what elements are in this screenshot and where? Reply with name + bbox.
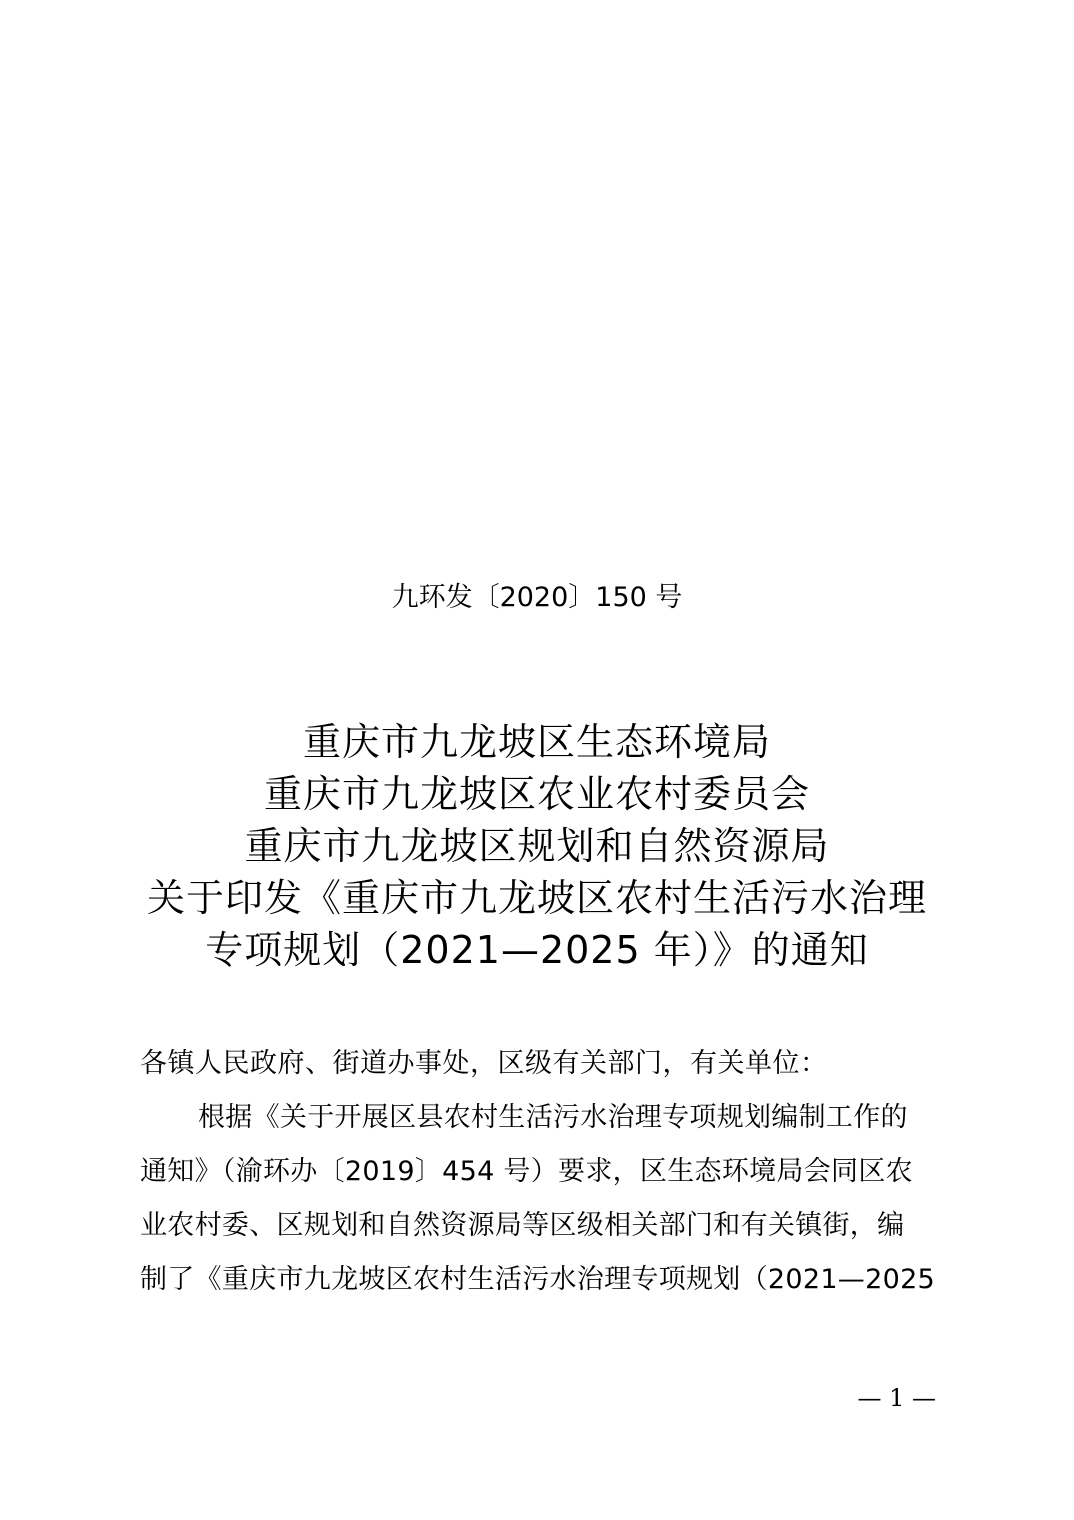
addressee-line: 各镇人民政府、街道办事处，区级有关部门，有关单位： bbox=[140, 1048, 828, 1079]
title-line: 重庆市九龙坡区规划和自然资源局 bbox=[244, 824, 830, 868]
document-title bbox=[100, 716, 974, 976]
title-line: 重庆市九龙坡区生态环境局 bbox=[302, 720, 771, 764]
title-line: 专项规划（2021—2025 年）》的通知 bbox=[205, 928, 869, 972]
body-line: 制了《重庆市九龙坡区农村生活污水治理专项规划（2021—2025 bbox=[140, 1264, 936, 1295]
body-line: 根据《关于开展区县农村生活污水治理专项规划编制工作的 bbox=[198, 1102, 908, 1133]
body-paragraph bbox=[140, 1098, 940, 1314]
title-line: 关于印发《重庆市九龙坡区农村生活污水治理 bbox=[146, 876, 927, 920]
body-line: 业农村委、区规划和自然资源局等区级相关部门和有关镇街，编 bbox=[140, 1210, 905, 1241]
title-line: 重庆市九龙坡区农业农村委员会 bbox=[263, 772, 810, 816]
document-number: 九环发〔2020〕150 号 bbox=[391, 582, 683, 613]
body-line: 通知》（渝环办〔2019〕454 号）要求，区生态环境局会同区农 bbox=[140, 1156, 913, 1187]
page-number: — 1 — bbox=[857, 1384, 936, 1412]
